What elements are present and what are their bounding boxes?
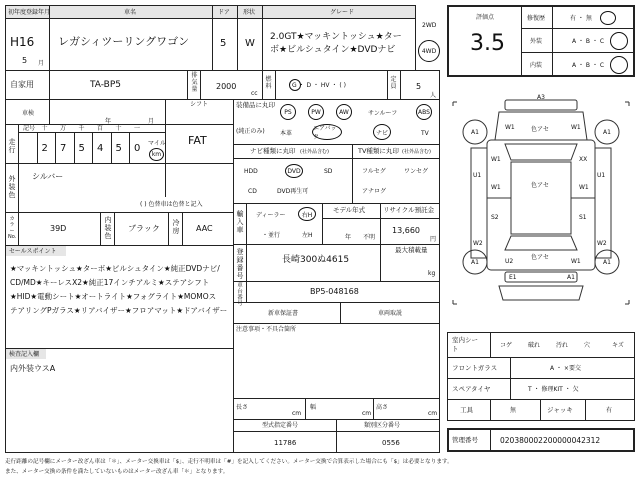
sheet-option: 汚れ <box>556 342 569 349</box>
first-reg-month: 5 <box>22 56 28 65</box>
mileage-unit-header: 百 <box>97 125 104 132</box>
first-reg-label: 初年度登録年月 <box>8 9 51 16</box>
sheet-option: キズ <box>612 342 624 349</box>
interior-color-label: 内装色 <box>104 216 112 240</box>
exterior-color: シルバー <box>32 172 64 181</box>
fuel-options: G ・ D ・ HV ・ ( ) <box>292 82 346 89</box>
chassis-number: BP5-048168 <box>310 287 359 296</box>
interior-sheet-label: 室内シート <box>452 336 478 353</box>
damage-diagram <box>447 90 635 325</box>
use-value: 自家用 <box>10 80 34 89</box>
diag-w1-r2: W1 <box>579 184 589 191</box>
score-label: 評価点 <box>476 14 495 21</box>
equipment-label: 装備品に丸印 <box>236 101 275 109</box>
management-label: 管理番号 <box>452 436 478 444</box>
recycle-label: リサイクル預託金 <box>383 206 435 214</box>
diag-s2-l: S2 <box>491 214 499 221</box>
diag-xx-r: XX <box>579 156 588 163</box>
diag-w1-rear: W1 <box>571 258 581 265</box>
diag-w1-l: W1 <box>491 156 501 163</box>
repair-options: 有 ・ 無 <box>570 15 592 22</box>
equip-ps: PS <box>280 104 296 120</box>
width-label: 幅 <box>310 404 317 411</box>
notes-label: 注意事項・不具合箇所 <box>236 326 297 333</box>
diag-a1-rl: A1 <box>471 259 479 266</box>
ac-label: 冷房 <box>172 219 180 235</box>
sheet-option: コゲ <box>500 342 513 349</box>
doors-label: ドア <box>218 9 230 16</box>
tools-label: 工具 <box>460 406 473 414</box>
tv-header: TV種類に丸印 <box>358 147 399 155</box>
mileage-unit-header: 記号 <box>23 125 36 132</box>
mileage-unit-header: 十 <box>115 125 122 132</box>
sales-line-3: ★HID★電動シート★オートライト★フォグライト★MOMOス <box>10 292 217 301</box>
sheet-option: 破れ <box>528 342 541 349</box>
color-no-label: カラーNo. <box>8 216 17 240</box>
width-cm: cm <box>362 410 372 417</box>
sales-line-1: ★マッキントッシュ★ターボ★ビルシュタイン★純正DVDナビ/ <box>10 264 220 273</box>
sales-points-label: セールスポイント <box>9 248 57 255</box>
sales-line-2: CD/MD★キーレスX2★純正17インチアルミ★ステアシフト <box>10 278 210 287</box>
equip-navi: ナビ <box>373 124 391 140</box>
mileage-unit-header: 万 <box>60 125 67 132</box>
tv-analog: アナログ <box>362 188 387 195</box>
drive-4wd: 4WD <box>418 40 440 62</box>
exterior-eval-label: 外装 <box>530 38 543 45</box>
history-label: 車両取説 <box>378 310 403 317</box>
max-load-kg: kg <box>428 270 436 277</box>
mileage-digit: 2 <box>41 143 48 154</box>
management-number: 020380002200000042312 <box>500 436 601 445</box>
equip-abs: ABS <box>416 104 432 120</box>
mileage-digit: 5 <box>78 143 85 154</box>
height-cm: cm <box>428 410 438 417</box>
import-parallel: ・並行 <box>262 232 281 239</box>
registration-label: 登録番号 <box>236 248 244 280</box>
mileage-unit-header: 千 <box>78 125 85 132</box>
grade-label: グレード <box>330 9 355 16</box>
import-dealer: ディーラー <box>256 212 286 219</box>
recycle-value: 13,660 <box>392 226 420 235</box>
diag-ys-roof: 色アセ <box>531 182 549 189</box>
diag-w1-front-r: W1 <box>571 124 581 131</box>
color-no: 39D <box>50 224 67 233</box>
equip-leather: 本革 <box>280 130 293 137</box>
equip-airbag: エアバック <box>312 124 342 140</box>
mile-label: マイル <box>148 140 166 147</box>
footer-line-2: また、メーター交換の条件を満たしていないものはメーター改ざん車「＊」となります。 <box>5 469 229 475</box>
car-name: レガシィツーリングワゴン <box>58 35 190 48</box>
mileage-digit: 0 <box>134 143 141 154</box>
mileage-unit-header: 一 <box>134 125 141 132</box>
diag-u2-l: U2 <box>505 258 514 265</box>
nav-header-sub: (社外品含む) <box>300 149 329 155</box>
diag-a1-fr: A1 <box>603 129 611 136</box>
km-circle: km <box>149 148 164 161</box>
mileage-label: 走行 <box>8 138 16 154</box>
capacity-label: 定員 <box>390 76 397 90</box>
nav-dvd-play: DVD再生可 <box>277 188 309 195</box>
inspection-label: 車検 <box>22 110 35 117</box>
chassis-label: 車台番号 <box>237 283 243 307</box>
equip-aw: AW <box>336 104 352 120</box>
diag-a1-rr: A1 <box>603 259 611 266</box>
height-label: 高さ <box>376 404 389 411</box>
ac-value: AAC <box>196 224 213 233</box>
inspection-year: 年 <box>105 118 112 125</box>
exterior-c-circle <box>610 32 628 50</box>
repair-none-circle <box>600 11 616 25</box>
footer-line-1: 走行距離の記号欄にメーター改ざん車は「＊」、メーター交換車は「$」、走行不明車は「#」を記入してください。メーター交換で合算表示した場合にも「$」は必要となります。 <box>5 459 453 465</box>
class-value: 0556 <box>382 439 400 447</box>
registration-number: 長崎300ぬ4615 <box>282 255 350 265</box>
front-glass-options: A ・ ×要交 <box>550 365 581 372</box>
diag-w1-l2: W1 <box>491 184 501 191</box>
fuel-label: 燃料 <box>265 76 272 90</box>
tv-oneseg: ワンセグ <box>404 168 429 175</box>
nav-dvd: DVD <box>285 164 303 178</box>
first-reg-era: H16 <box>10 35 35 49</box>
guarantee-box <box>233 302 440 324</box>
car-name-label: 車名 <box>124 9 137 16</box>
exterior-label: 外装色 <box>8 175 16 199</box>
diag-e1: E1 <box>509 274 517 281</box>
model-value: TA-BP5 <box>90 80 122 90</box>
nav-sd: SD <box>324 168 333 175</box>
doors-value: 5 <box>220 38 227 49</box>
inspection-month: 月 <box>148 118 155 125</box>
displacement-label: 排気量 <box>191 72 198 93</box>
model-year-suffix: 年 不明 <box>345 234 376 241</box>
diag-ys-hood: 色アセ <box>531 126 549 133</box>
class-label: 類別区分番号 <box>364 422 401 429</box>
equip-sunroof: サンルーフ <box>368 110 398 117</box>
drive-2wd: 2WD <box>422 22 437 29</box>
capacity-unit: 人 <box>430 92 437 99</box>
notes-box <box>233 323 440 399</box>
import-right: 右H <box>298 207 316 221</box>
jack-label: ジャッキ <box>547 406 573 414</box>
nav-header: ナビ種類に丸印 <box>250 147 296 155</box>
equip-pw: PW <box>308 104 324 120</box>
diag-ys-rear: 色アセ <box>531 254 549 261</box>
interior-c-circle <box>610 56 628 74</box>
front-glass-label: フロントガラス <box>452 364 498 372</box>
jack-value: 有 <box>606 407 613 414</box>
exterior-eval-options: A ・ B ・ C <box>572 38 605 45</box>
sheet-option: 穴 <box>584 342 591 349</box>
cc-unit: cc <box>251 90 258 97</box>
diag-u1-r: U1 <box>597 172 606 179</box>
length-label: 長さ <box>236 404 249 411</box>
equipment-sub-label: (純正のみ) <box>236 128 265 135</box>
mileage-unit-header: 十 <box>41 125 48 132</box>
spare-label: スペアタイヤ <box>452 385 491 393</box>
grade-line2: ボ★ビルシュタイン★DVDナビ <box>270 45 396 55</box>
diag-s1-r: S1 <box>579 214 587 221</box>
model-year-label: モデル年式 <box>333 206 366 214</box>
type-value: 11786 <box>274 439 297 447</box>
type-label: 型式指定番号 <box>262 422 299 429</box>
interior-color: ブラック <box>128 224 160 233</box>
equip-tv: TV <box>421 130 429 137</box>
repair-label: 修復歴 <box>527 15 546 22</box>
dimensions-box <box>233 398 440 420</box>
shape-label: 形状 <box>243 9 256 16</box>
nav-cd: CD <box>248 188 257 195</box>
shift-label: シフト <box>190 101 209 108</box>
grade-line1: 2.0GT★マッキントッシュ★ター <box>270 32 402 42</box>
max-load-label: 最大積載量 <box>395 246 428 254</box>
import-label: 輸入車 <box>236 210 244 234</box>
month-unit: 月 <box>38 60 45 67</box>
capacity-value: 5 <box>416 82 422 91</box>
import-left: 左H <box>302 232 313 239</box>
recycle-yen: 円 <box>430 236 437 243</box>
inspector-note: 内外装ウスA <box>10 364 56 373</box>
diag-w1-front: W1 <box>505 124 515 131</box>
score-value: 3.5 <box>470 31 505 56</box>
diag-a3: A3 <box>537 94 545 101</box>
spare-options: T ・ 修理KIT ・ 欠 <box>528 386 579 393</box>
diag-w2-l: W2 <box>473 240 483 247</box>
diag-a1-fl: A1 <box>471 129 479 136</box>
mileage-digit: 5 <box>115 143 122 154</box>
tv-header-sub: (社外品含む) <box>402 149 431 155</box>
shift-value: FAT <box>188 134 207 147</box>
interior-eval-label: 内装 <box>530 62 543 69</box>
nav-hdd: HDD <box>244 168 258 175</box>
diag-w2-r: W2 <box>597 240 607 247</box>
diag-u1-l: U1 <box>473 172 482 179</box>
mileage-digit: 4 <box>97 143 104 154</box>
warranty-label: 新車保証書 <box>268 310 299 317</box>
length-cm: cm <box>292 410 302 417</box>
diag-a1-bottom: A1 <box>567 274 575 281</box>
sales-line-4: テアリングPガラス★リアバイザー★フロアマット★ドアバイザー <box>10 306 228 315</box>
exterior-note: ( ) 色替車は色替と記入 <box>140 201 203 208</box>
shape-value: W <box>245 38 255 49</box>
mileage-digit: 7 <box>60 143 67 154</box>
tools-value: 無 <box>510 407 517 414</box>
interior-eval-options: A ・ B ・ C <box>572 62 605 69</box>
inspector-label: 検査記入欄 <box>9 351 40 358</box>
tv-fullseg: フルセグ <box>362 168 386 175</box>
displacement-value: 2000 <box>216 82 237 91</box>
